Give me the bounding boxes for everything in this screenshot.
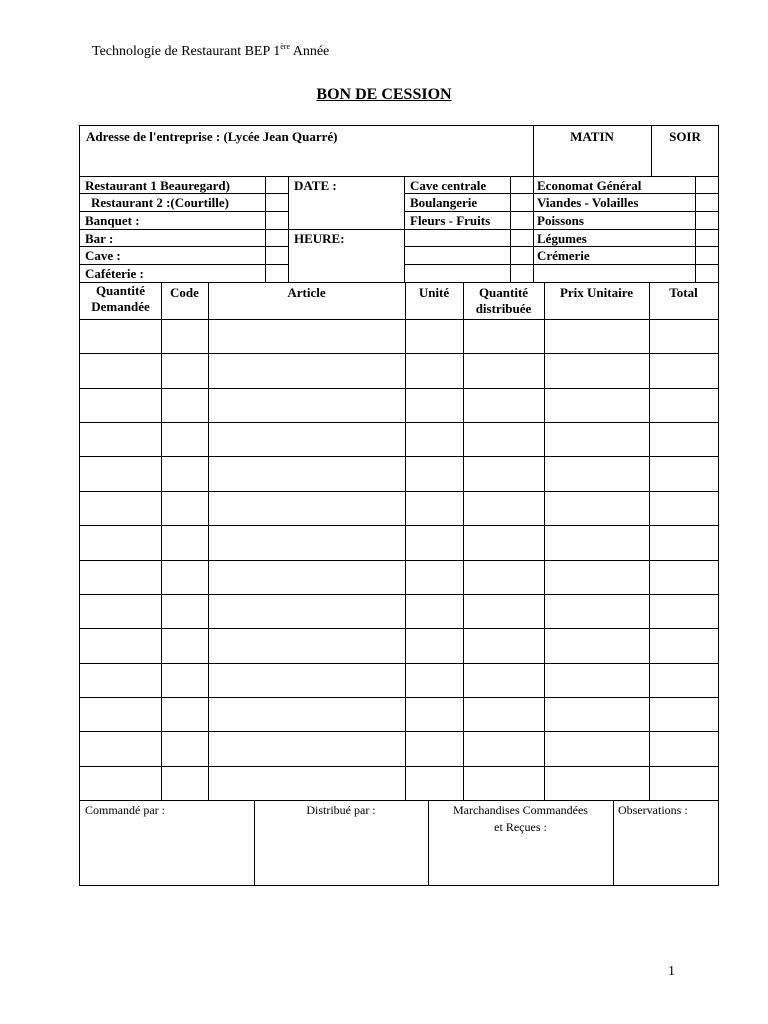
code-cell[interactable]: [162, 561, 208, 594]
year-superscript: ère: [280, 42, 290, 51]
unit-cell[interactable]: [406, 526, 463, 560]
heure-label: HEURE:: [294, 231, 345, 246]
department-checkbox[interactable]: [696, 265, 718, 282]
date-label: DATE :: [294, 178, 337, 193]
qty-distributed-cell[interactable]: [464, 698, 544, 731]
article-cell[interactable]: [209, 767, 405, 800]
dept-poissons: Poissons: [537, 213, 584, 228]
ordered-by-field[interactable]: [80, 826, 254, 886]
location-checkbox[interactable]: [266, 265, 288, 282]
code-cell[interactable]: [162, 732, 208, 766]
qty-distributed-cell[interactable]: [464, 664, 544, 697]
code-cell[interactable]: [162, 492, 208, 525]
unit-cell[interactable]: [406, 698, 463, 731]
code-cell[interactable]: [162, 595, 208, 628]
unit-cell[interactable]: [406, 629, 463, 663]
article-cell[interactable]: [209, 664, 405, 697]
qty-requested-cell[interactable]: [81, 423, 161, 456]
unit-cell[interactable]: [406, 767, 463, 800]
row-divider: [80, 800, 718, 801]
department-checkbox[interactable]: [511, 230, 533, 246]
unit-price-cell[interactable]: [545, 698, 649, 731]
goods-label: Marchandises Commandées: [453, 803, 588, 817]
total-cell[interactable]: [650, 595, 718, 628]
location-checkbox[interactable]: [266, 194, 288, 211]
qty-distributed-cell[interactable]: [464, 732, 544, 766]
distributed-by-field[interactable]: [255, 826, 428, 886]
unit-cell[interactable]: [406, 664, 463, 697]
article-cell[interactable]: [209, 492, 405, 525]
col-header-qty-requested: Quantité: [95, 283, 146, 298]
code-cell[interactable]: [162, 664, 208, 697]
unit-cell[interactable]: [406, 354, 463, 388]
unit-cell[interactable]: [406, 492, 463, 525]
article-cell[interactable]: [209, 457, 405, 491]
observations-field[interactable]: [614, 826, 718, 886]
article-cell[interactable]: [209, 629, 405, 663]
qty-requested-cell[interactable]: [81, 629, 161, 663]
qty-requested-cell[interactable]: [81, 595, 161, 628]
qty-requested-cell[interactable]: [81, 457, 161, 491]
dept-economat: Economat Général: [537, 178, 642, 193]
department-checkbox[interactable]: [696, 212, 718, 229]
unit-cell[interactable]: [406, 561, 463, 594]
soir-label: SOIR: [669, 129, 701, 144]
department-checkbox[interactable]: [696, 194, 718, 211]
article-cell[interactable]: [209, 423, 405, 456]
qty-requested-cell[interactable]: [81, 526, 161, 560]
qty-distributed-cell[interactable]: [464, 354, 544, 388]
code-cell[interactable]: [162, 629, 208, 663]
location-checkbox[interactable]: [266, 212, 288, 229]
qty-distributed-cell[interactable]: [464, 561, 544, 594]
ordered-by-label: Commandé par :: [85, 803, 165, 817]
code-cell[interactable]: [162, 423, 208, 456]
dept-cremerie: Crémerie: [537, 248, 590, 263]
matin-label: MATIN: [570, 129, 614, 144]
total-cell[interactable]: [650, 732, 718, 766]
article-cell[interactable]: [209, 389, 405, 422]
qty-distributed-cell[interactable]: [464, 629, 544, 663]
department-checkbox[interactable]: [511, 265, 533, 282]
qty-requested-cell[interactable]: [81, 320, 161, 353]
dept-legumes: Légumes: [537, 231, 587, 246]
unit-price-cell[interactable]: [545, 595, 649, 628]
total-cell[interactable]: [650, 664, 718, 697]
year-label: Année: [290, 44, 330, 59]
location-bar: Bar :: [85, 231, 114, 246]
unit-price-cell[interactable]: [545, 320, 649, 353]
department-checkbox[interactable]: [511, 194, 533, 211]
department-checkbox[interactable]: [696, 230, 718, 246]
total-cell[interactable]: [650, 767, 718, 800]
qty-distributed-cell[interactable]: [464, 526, 544, 560]
col-header-unit: Unité: [418, 285, 450, 300]
location-checkbox[interactable]: [266, 177, 288, 193]
cession-form: [79, 125, 719, 886]
col-header-total: Total: [669, 285, 698, 300]
unit-cell[interactable]: [406, 389, 463, 422]
code-cell[interactable]: [162, 320, 208, 353]
total-cell[interactable]: [650, 320, 718, 353]
article-cell[interactable]: [209, 732, 405, 766]
col-header-qty-requested-line2: Demandée: [91, 299, 150, 314]
code-cell[interactable]: [162, 698, 208, 731]
total-cell[interactable]: [650, 526, 718, 560]
heure-field[interactable]: [289, 247, 404, 282]
code-cell[interactable]: [162, 526, 208, 560]
col-header-qty-distributed-line2: distribuée: [475, 301, 532, 316]
course-label: Technologie de Restaurant BEP 1: [92, 44, 281, 59]
page-header: [92, 42, 329, 60]
document-title: BON DE CESSION: [316, 86, 452, 103]
total-cell[interactable]: [650, 457, 718, 491]
article-cell[interactable]: [209, 320, 405, 353]
qty-distributed-cell[interactable]: [464, 595, 544, 628]
observations-label: Observations :: [618, 803, 688, 817]
unit-price-cell[interactable]: [545, 526, 649, 560]
unit-cell[interactable]: [406, 423, 463, 456]
total-cell[interactable]: [650, 389, 718, 422]
code-cell[interactable]: [162, 354, 208, 388]
goods-label-line2: et Reçues :: [494, 820, 547, 834]
qty-requested-cell[interactable]: [81, 698, 161, 731]
qty-requested-cell[interactable]: [81, 767, 161, 800]
total-cell[interactable]: [650, 561, 718, 594]
qty-requested-cell[interactable]: [81, 561, 161, 594]
date-field[interactable]: [289, 194, 404, 229]
col-header-qty-distributed: Quantité: [478, 285, 529, 300]
unit-cell[interactable]: [406, 595, 463, 628]
code-cell[interactable]: [162, 457, 208, 491]
unit-price-cell[interactable]: [545, 664, 649, 697]
location-cave: Cave :: [85, 248, 121, 263]
qty-distributed-cell[interactable]: [464, 320, 544, 353]
qty-distributed-cell[interactable]: [464, 457, 544, 491]
department-checkbox[interactable]: [511, 212, 533, 229]
total-cell[interactable]: [650, 698, 718, 731]
address-label: Adresse de l'entreprise : (Lycée Jean Quarré): [86, 129, 338, 144]
col-header-code: Code: [170, 285, 199, 300]
department-checkbox[interactable]: [696, 177, 718, 193]
page-number: 1: [668, 964, 675, 979]
location-cafeteria: Caféterie :: [85, 266, 144, 281]
dept-fleurs-fruits: Fleurs - Fruits: [410, 213, 491, 228]
qty-distributed-cell[interactable]: [464, 389, 544, 422]
unit-cell[interactable]: [406, 320, 463, 353]
total-cell[interactable]: [650, 492, 718, 525]
qty-requested-cell[interactable]: [81, 664, 161, 697]
dept-viandes-volailles: Viandes - Volailles: [537, 195, 639, 210]
unit-price-cell[interactable]: [545, 492, 649, 525]
soir-checkbox[interactable]: [651, 126, 719, 176]
location-restaurant-2: Restaurant 2 :(Courtille): [91, 195, 229, 210]
qty-requested-cell[interactable]: [81, 354, 161, 388]
qty-requested-cell[interactable]: [81, 732, 161, 766]
article-cell[interactable]: [209, 698, 405, 731]
code-cell[interactable]: [162, 389, 208, 422]
unit-cell[interactable]: [406, 732, 463, 766]
total-cell[interactable]: [650, 629, 718, 663]
location-checkbox[interactable]: [266, 247, 288, 264]
qty-distributed-cell[interactable]: [464, 492, 544, 525]
unit-price-cell[interactable]: [545, 389, 649, 422]
unit-price-cell[interactable]: [545, 457, 649, 491]
department-checkbox[interactable]: [696, 247, 718, 264]
department-checkbox[interactable]: [511, 247, 533, 264]
dept-boulangerie: Boulangerie: [410, 195, 478, 210]
unit-cell[interactable]: [406, 457, 463, 491]
distributed-by-label: Distribué par :: [306, 803, 376, 817]
qty-requested-cell[interactable]: [81, 492, 161, 525]
unit-price-cell[interactable]: [545, 767, 649, 800]
qty-requested-cell[interactable]: [81, 389, 161, 422]
article-cell[interactable]: [209, 595, 405, 628]
matin-checkbox[interactable]: [533, 126, 651, 176]
article-cell[interactable]: [209, 561, 405, 594]
location-checkbox[interactable]: [266, 230, 288, 246]
total-cell[interactable]: [650, 354, 718, 388]
article-cell[interactable]: [209, 526, 405, 560]
department-checkbox[interactable]: [511, 177, 533, 193]
unit-price-cell[interactable]: [545, 354, 649, 388]
code-cell[interactable]: [162, 767, 208, 800]
unit-price-cell[interactable]: [545, 732, 649, 766]
qty-distributed-cell[interactable]: [464, 767, 544, 800]
article-cell[interactable]: [209, 354, 405, 388]
total-cell[interactable]: [650, 423, 718, 456]
dept-cave-centrale: Cave centrale: [410, 178, 487, 193]
col-header-article: Article: [287, 285, 326, 300]
unit-price-cell[interactable]: [545, 423, 649, 456]
col-header-unit-price: Prix Unitaire: [559, 285, 634, 300]
qty-distributed-cell[interactable]: [464, 423, 544, 456]
location-banquet: Banquet :: [85, 213, 140, 228]
goods-received-field[interactable]: [429, 838, 613, 886]
unit-price-cell[interactable]: [545, 629, 649, 663]
unit-price-cell[interactable]: [545, 561, 649, 594]
location-restaurant-1: Restaurant 1 Beauregard): [85, 178, 230, 193]
